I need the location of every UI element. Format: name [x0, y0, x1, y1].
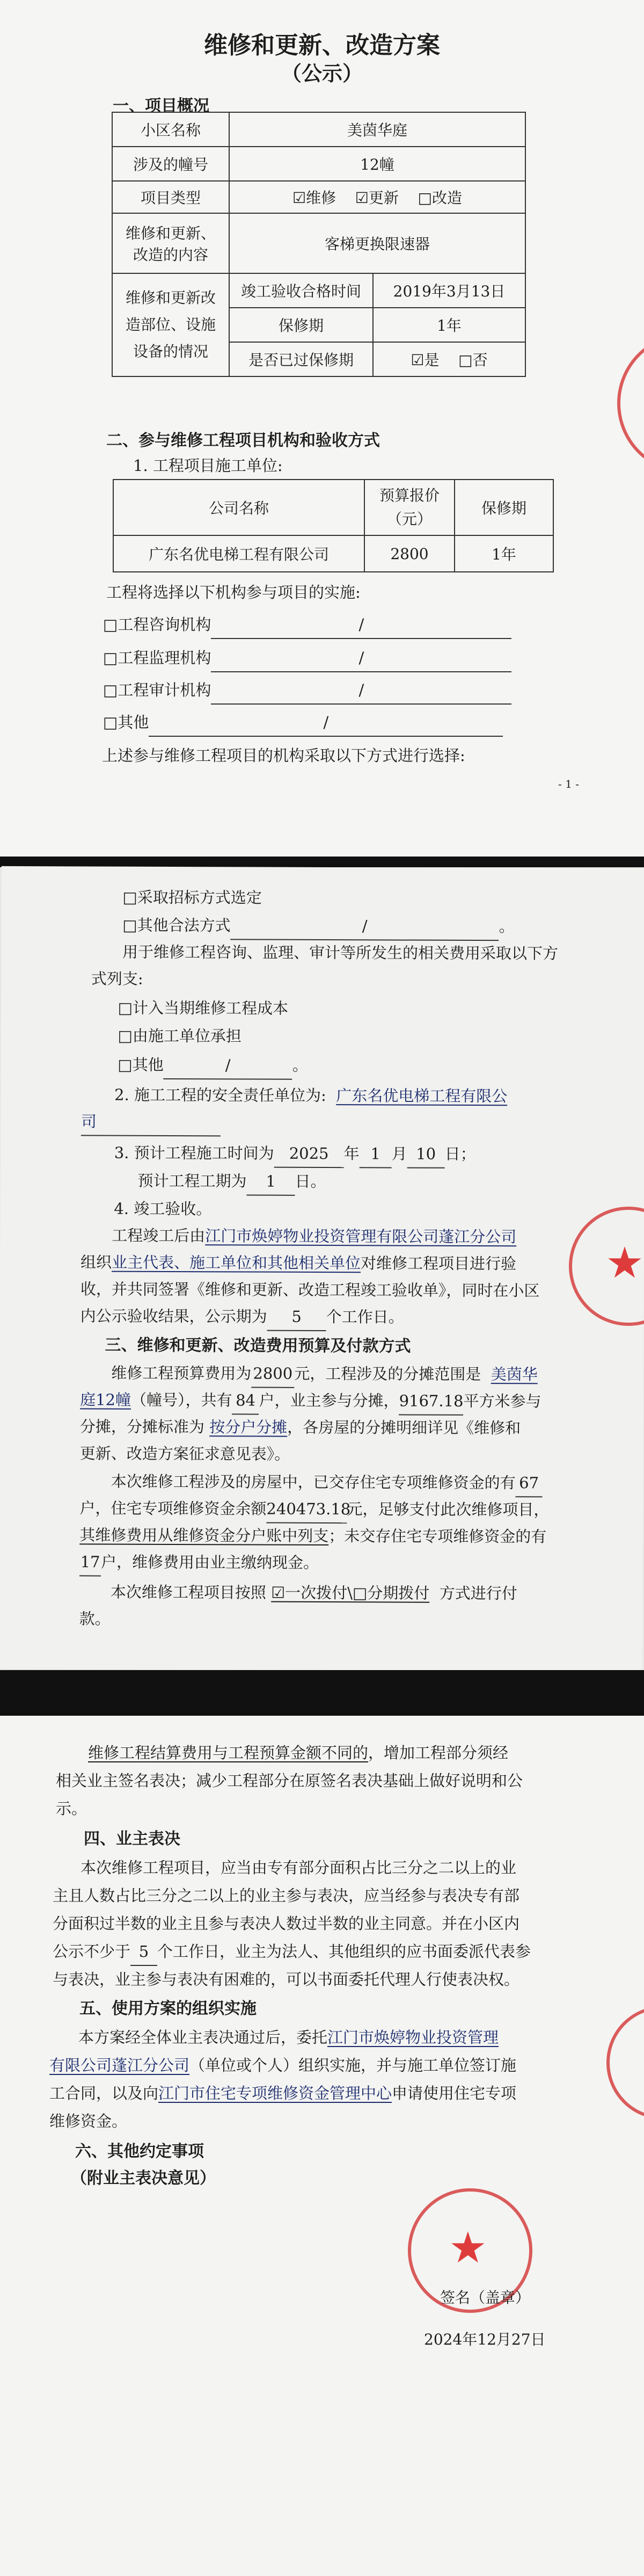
payment-method: ☑一次拨付\□分期拨付 — [271, 1583, 430, 1602]
building-label: 涉及的幢号 — [112, 147, 229, 181]
vote-line-4 — [53, 1938, 531, 1966]
budget-line-1 — [111, 1360, 538, 1389]
property-company: 江门市焕婷物业投资管理有限公司蓬江分公司 — [205, 1227, 517, 1246]
slash: / — [358, 615, 364, 634]
seal-star-icon: ★ — [605, 1237, 644, 1288]
page-2 — [0, 866, 644, 1671]
slash: / — [358, 681, 364, 699]
red-seal-page-2 — [569, 1207, 644, 1326]
vote-line-5: 与表决，业主参与表决有困难的，可以书面委托代理人行使表决权。 — [53, 1970, 520, 1989]
fund-balance: 240473.18 — [266, 1496, 347, 1524]
org-branch: 有限公司蓬江分公司 — [49, 2056, 190, 2074]
status-label-line-3: 设备的情况 — [133, 343, 208, 360]
agency-supervision-blank — [211, 644, 511, 672]
type-repair-checkbox: ☑维修 — [292, 189, 336, 207]
method-other-blank — [231, 912, 499, 941]
method-bidding: □采取招标方式选定 — [122, 888, 262, 907]
settlement-line-3: 示。 — [56, 1799, 87, 1818]
construction-month: 1 — [360, 1140, 392, 1168]
fund-text-3b: ；未交存住宅专项维修资金的有 — [328, 1527, 547, 1546]
fund-text-3a: 其维修费用从维修资金分户账中列支 — [79, 1526, 329, 1545]
publicity-days: 5 — [267, 1303, 326, 1331]
type-renovate-checkbox: □改造 — [418, 189, 462, 207]
warranty-expired-label: 是否已过保修期 — [229, 342, 373, 376]
org-line-3 — [49, 2080, 516, 2107]
page-1 — [0, 0, 644, 857]
method-other-label: □其他合法方式 — [122, 916, 231, 935]
fund-text-4b: 户，维修费用由业主缴纳现金。 — [101, 1552, 319, 1572]
safety-unit — [114, 1082, 507, 1110]
fund-text-2a: 户，住宅专项维修资金余额 — [79, 1499, 267, 1518]
budget-amount: 2800 — [251, 1360, 294, 1388]
expired-yes-checkbox: ☑是 — [411, 351, 440, 369]
fund-line-1 — [111, 1468, 543, 1498]
page-gap — [0, 1670, 644, 1716]
community-value: 美茵华庭 — [229, 112, 525, 147]
share-area: 9167.18 — [399, 1388, 463, 1416]
contractor-header-name: 公司名称 — [113, 480, 364, 535]
section-1-heading: 一、项目概况 — [113, 97, 209, 115]
org-text-2b: （单位或个人）组织实施，并与施工单位签订施 — [189, 2056, 517, 2074]
contractor-table — [113, 479, 554, 572]
construction-time-label: 3. 预计工程施工时间为 — [114, 1143, 274, 1163]
contractor-price: 2800 — [364, 535, 455, 572]
fee-text-2: 式列支: — [91, 969, 143, 988]
agency-consulting — [103, 611, 511, 639]
page-number: - 1 - — [558, 778, 579, 790]
section-4-heading: 四、业主表决 — [84, 1830, 180, 1848]
section-6-heading: 六、其他约定事项 — [75, 2142, 204, 2161]
method-other: □其他合法方式 / 。 — [122, 912, 515, 941]
acceptance-text-1: 工程竣工后由 — [112, 1226, 206, 1245]
payment-line-1 — [111, 1579, 517, 1607]
construction-duration-label: 预计工程工期为 — [137, 1171, 247, 1191]
vote-line-1: 本次维修工程项目，应当由专有部分面积占比三分之二以上的业 — [80, 1859, 517, 1877]
budget-line-3 — [80, 1413, 521, 1441]
agency-audit-blank — [211, 677, 511, 705]
slash: / — [225, 1056, 231, 1075]
deposited-households: 67 — [516, 1469, 543, 1497]
section-3-heading: 三、维修和更新、改造费用预算及付款方式 — [105, 1336, 411, 1356]
warranty-expired-options — [373, 342, 525, 376]
status-label-line-1: 维修和更新改 — [125, 289, 216, 307]
slash: / — [323, 713, 329, 731]
page-3 — [0, 1716, 644, 2576]
share-scope: 美茵华 — [491, 1365, 538, 1384]
agency-other-blank — [149, 709, 503, 737]
document-subtitle: （公示） — [281, 61, 363, 85]
acceptance-line-4 — [80, 1302, 404, 1331]
selection-intro: 上述参与维修工程项目的机构采取以下方式进行选择: — [102, 746, 465, 765]
agency-supervision — [103, 644, 511, 672]
budget-text-2f: 平方米参与 — [463, 1391, 541, 1411]
construction-time: 3. 预计工程施工时间为 2025 年 1 月 10 日； — [114, 1140, 476, 1169]
payment-line-2: 款。 — [79, 1609, 111, 1628]
share-standard: 按分户分摊 — [209, 1418, 288, 1436]
vote-publicity-days: 5 — [130, 1938, 157, 1966]
signing-date: 2024年12月27日 — [424, 2331, 546, 2348]
settlement-line-1 — [88, 1739, 508, 1766]
safety-unit-value-2: 司 — [81, 1108, 221, 1136]
construction-duration: 预计工程工期为 1 日。 — [137, 1167, 326, 1196]
acceptance-participants: 业主代表、施工单位和其他相关单位 — [111, 1253, 361, 1273]
type-update-checkbox: ☑更新 — [355, 189, 399, 207]
document-title: 维修和更新、改造方案 — [204, 32, 440, 59]
warranty-value: 1年 — [373, 308, 525, 342]
org-line-4: 维修资金。 — [49, 2112, 128, 2130]
safety-unit-label: 2. 施工工程的安全责任单位为: — [114, 1085, 326, 1105]
fund-text-2c: 元，足够支付此次维修项目， — [347, 1500, 550, 1519]
section-2-heading: 二、参与维修工程项目机构和验收方式 — [106, 431, 380, 450]
budget-text-2b: （幢号），共有 — [130, 1390, 232, 1410]
acceptance-text-4a: 内公示验收结果，公示期为 — [80, 1307, 267, 1326]
acceptance-line-2 — [80, 1249, 516, 1277]
status-label-line-2: 造部位、设施 — [125, 316, 216, 333]
agency-audit — [103, 677, 511, 705]
fund-line-3 — [79, 1521, 546, 1550]
budget-text-3a: 分摊，分摊标准为 — [79, 1417, 205, 1436]
budget-line-2 — [80, 1386, 541, 1416]
acceptance-date-label: 竣工验收合格时间 — [229, 273, 373, 308]
completion-acceptance: 4. 竣工验收。 — [114, 1199, 212, 1218]
acceptance-date-value: 2019年3月13日 — [373, 273, 525, 308]
org-text-1a: 本方案经全体业主表决通过后，委托 — [78, 2028, 328, 2047]
page-gap — [0, 857, 644, 867]
acceptance-text-2c: 对维修工程项目进行验 — [361, 1254, 517, 1273]
safety-unit-line-2 — [81, 1108, 221, 1136]
agency-consulting-blank — [211, 611, 511, 639]
project-type-label: 项目类型 — [112, 181, 229, 213]
contractor-name: 广东名优电梯工程有限公司 — [113, 535, 364, 572]
settlement-text-1a: 维修工程结算费用与工程预算金额不同的 — [88, 1744, 369, 1762]
fee-option-3-blank — [164, 1051, 292, 1080]
budget-line-4: 更新、改造方案征求意见表》。 — [79, 1444, 290, 1463]
budget-text-1c: 元，工程涉及的分摊范围是 — [294, 1364, 481, 1384]
org-line-2 — [49, 2052, 516, 2079]
signature-label: 签名（盖章） — [440, 2289, 531, 2306]
acceptance-line-3: 收，并共同签署《维修和更新、改造工程竣工验收单》，同时在小区 — [80, 1280, 540, 1300]
section-5-heading: 五、使用方案的组织实施 — [79, 1999, 257, 2018]
expired-no-checkbox: □否 — [458, 351, 488, 369]
project-overview-table — [112, 112, 526, 377]
price-header-line-1: 预算报价 — [379, 487, 440, 504]
budget-text-2d: 户，业主参与分摊， — [259, 1391, 399, 1410]
agency-consulting-label: □工程咨询机构 — [103, 615, 211, 634]
status-label — [112, 273, 229, 376]
acceptance-text-2a: 组织 — [80, 1253, 112, 1272]
payment-text-1a: 本次维修工程项目按照 — [110, 1583, 266, 1602]
org-text-3a: 工合同，以及向 — [49, 2084, 159, 2102]
payment-text-1c: 方式进行付 — [439, 1584, 517, 1603]
construction-duration-value: 1 — [246, 1168, 295, 1196]
agency-other — [103, 709, 503, 737]
org-line-1 — [78, 2024, 499, 2051]
vote-text-4a: 公示不少于 — [53, 1942, 131, 1961]
red-seal-partial — [606, 2006, 644, 2120]
undeposited-households: 17 — [79, 1548, 101, 1576]
household-count: 84 — [232, 1387, 259, 1414]
construction-year: 2025 — [274, 1140, 344, 1168]
slash: / — [362, 917, 368, 935]
settlement-line-2: 相关业主签名表决；减少工程部分在原签名表决基础上做好说明和公 — [56, 1772, 523, 1790]
project-type-options — [229, 181, 525, 213]
content-label — [112, 213, 229, 273]
red-seal-partial — [617, 333, 644, 474]
price-header-line-2: （元） — [386, 510, 432, 528]
contractor-header-price — [364, 480, 455, 535]
building-value: 12幢 — [229, 147, 525, 181]
slash: / — [358, 649, 364, 667]
acceptance-line-1 — [112, 1222, 516, 1251]
seal-star-icon: ★ — [449, 2223, 487, 2273]
contractor-header-warranty: 保修期 — [455, 480, 553, 535]
vote-line-3: 分面积过半数的业主且参与表决人数过半数的业主同意。并在小区内 — [53, 1914, 520, 1933]
content-value: 客梯更换限速器 — [229, 213, 525, 273]
fund-center: 江门市住宅专项维修资金管理中心 — [158, 2084, 392, 2102]
fund-line-4 — [79, 1548, 319, 1577]
budget-text-1a: 维修工程预算费用为 — [111, 1363, 252, 1383]
settlement-text-1b: ，增加工程部分须经 — [368, 1744, 509, 1762]
vote-line-2: 主且人数占比三分之二以上的业主参与表决，应当经参与表决专有部 — [53, 1886, 520, 1905]
annex-note: （附业主表决意见） — [71, 2169, 216, 2188]
agency-other-label: □其他 — [103, 713, 149, 731]
org-company: 江门市焕婷物业投资管理 — [327, 2028, 499, 2047]
contractor-warranty: 1年 — [455, 535, 553, 572]
fund-text-1a: 本次维修工程涉及的房屋中，已交存住宅专项维修资金的有 — [111, 1472, 516, 1492]
org-text-3c: 申请使用住宅专项 — [392, 2084, 517, 2102]
share-building: 庭12幢 — [80, 1390, 131, 1409]
fee-text-1: 用于维修工程咨询、监理、审计等所发生的相关费用采取以下方 — [122, 942, 559, 963]
acceptance-text-4c: 个工作日。 — [326, 1308, 404, 1326]
content-label-line-1: 维修和更新、 — [125, 224, 216, 242]
fund-line-2 — [79, 1494, 549, 1524]
fee-option-2: □由施工单位承担 — [118, 1026, 241, 1046]
content-label-line-2: 改造的内容 — [133, 246, 208, 264]
fee-option-3: □其他 / 。 — [118, 1051, 308, 1080]
budget-text-3c: ，各房屋的分摊明细详见《维修和 — [287, 1418, 521, 1438]
fee-option-1: □计入当期维修工程成本 — [118, 998, 289, 1018]
construction-day: 10 — [407, 1141, 445, 1169]
fee-option-3-label: □其他 — [118, 1055, 164, 1074]
vote-text-4c: 个工作日，业主为法人、其他组织的应书面委派代表参 — [157, 1942, 531, 1961]
agencies-intro: 工程将选择以下机构参与项目的实施: — [106, 583, 361, 601]
community-label: 小区名称 — [112, 112, 229, 147]
contractor-subheading: 1. 工程项目施工单位: — [133, 456, 283, 475]
warranty-label: 保修期 — [229, 308, 373, 342]
agency-supervision-label: □工程监理机构 — [103, 649, 211, 667]
safety-unit-value: 广东名优电梯工程有限公 — [336, 1086, 508, 1106]
agency-audit-label: □工程审计机构 — [103, 681, 211, 699]
